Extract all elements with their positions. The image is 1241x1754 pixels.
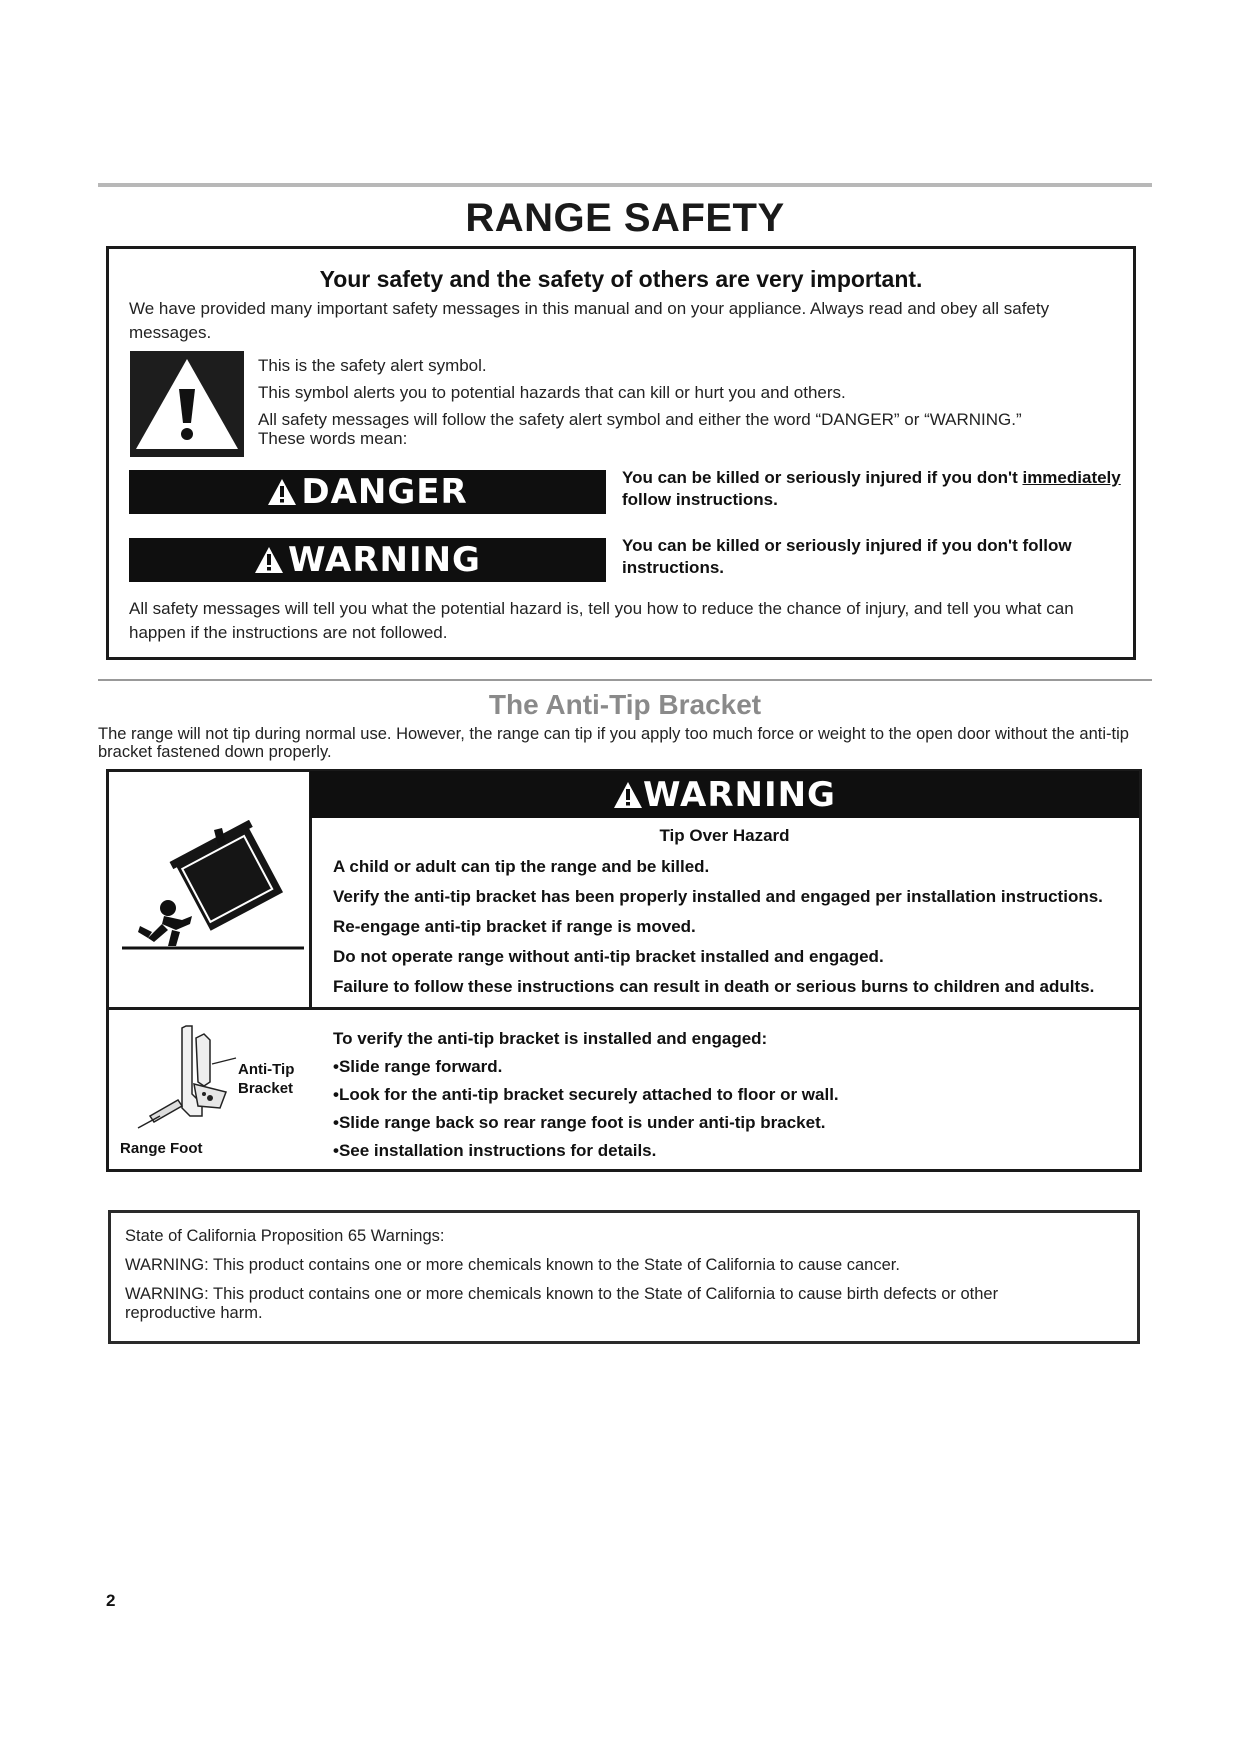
page-title: RANGE SAFETY xyxy=(465,196,785,240)
safety-closing: All safety messages will tell you what the potential hazard is, tell you how to reduce the chance of injury, and tell you what can happen if the instructions are not followed. xyxy=(129,599,1074,642)
safety-alert-icon xyxy=(130,351,244,457)
hazard-line: Re-engage anti-tip bracket if range is moved. xyxy=(333,917,696,936)
hazard-line: Verify the anti-tip bracket has been properly installed and engaged per installation instructions. xyxy=(333,887,1103,906)
danger-label: DANGER xyxy=(301,472,468,512)
prop65-title: State of California Proposition 65 Warnings: xyxy=(125,1227,445,1245)
verify-steps xyxy=(333,1028,1133,1168)
prop65-text xyxy=(125,1227,1125,1333)
hazard-list xyxy=(333,856,1133,1006)
danger-emphasis: immediately xyxy=(1022,468,1121,487)
verify-step: •Look for the anti-tip bracket securely attached to floor or wall. xyxy=(333,1085,839,1104)
verify-step: •See installation instructions for details. xyxy=(333,1141,657,1160)
danger-text-end: follow instructions. xyxy=(622,490,778,509)
top-rule xyxy=(98,183,1152,187)
warning-meaning: You can be killed or seriously injured if you don't follow instructions. xyxy=(622,536,1072,577)
symbol-explanation xyxy=(258,356,1078,456)
prop65-birth-warning: WARNING: This product contains one or more chemicals known to the State of California to cause birth defects or other reproductive harm. xyxy=(125,1285,999,1322)
section-rule xyxy=(98,679,1152,681)
verify-step: •Slide range back so rear range foot is under anti-tip bracket. xyxy=(333,1113,826,1132)
page-number: 2 xyxy=(106,1591,116,1610)
danger-signal-bar xyxy=(129,470,606,514)
hazard-line: Failure to follow these instructions can result in death or serious burns to children and adults. xyxy=(333,977,1095,996)
tip-warning-header xyxy=(310,771,1139,818)
alert-triangle-icon xyxy=(613,781,643,809)
anti-tip-heading: The Anti-Tip Bracket xyxy=(488,689,762,720)
verify-step: •Slide range forward. xyxy=(333,1057,503,1076)
anti-tip-intro: The range will not tip during normal use. However, the range can tip if you apply too much force or weight to the open door without the anti-tip bracket fastened down properly. xyxy=(98,725,1129,761)
warning-signal-bar xyxy=(129,538,606,582)
hazard-title: Tip Over Hazard xyxy=(659,826,790,845)
bracket-label-line: Bracket xyxy=(238,1080,294,1097)
bracket-label xyxy=(238,1060,294,1098)
bracket-illustration xyxy=(130,1024,240,1139)
warning-label: WARNING xyxy=(288,540,481,580)
safety-heading: Your safety and the safety of others are very important. xyxy=(319,266,923,292)
horizontal-divider xyxy=(106,1007,1142,1010)
danger-text: You can be killed or seriously injured if you don't xyxy=(622,468,1023,487)
danger-meaning xyxy=(622,467,1127,511)
hazard-line: A child or adult can tip the range and be killed. xyxy=(333,857,710,876)
tip-warning-label: WARNING xyxy=(643,774,836,815)
verify-title: To verify the anti-tip bracket is installed and engaged: xyxy=(333,1029,768,1048)
tip-over-illustration xyxy=(118,820,308,975)
symbol-line: All safety messages will follow the safety alert symbol and either the word “DANGER” or “WARNING.” These words mean: xyxy=(258,410,1022,448)
safety-intro: We have provided many important safety messages in this manual and on your appliance. Always read and obey all safety messages. xyxy=(129,299,1050,342)
bracket-label-line: Anti-Tip xyxy=(238,1061,295,1078)
alert-triangle-icon xyxy=(254,546,284,574)
symbol-line: This is the safety alert symbol. xyxy=(258,356,487,375)
prop65-cancer-warning: WARNING: This product contains one or more chemicals known to the State of California to cause cancer. xyxy=(125,1256,900,1274)
range-foot-label: Range Foot xyxy=(120,1140,203,1157)
alert-triangle-icon xyxy=(267,478,297,506)
hazard-line: Do not operate range without anti-tip bracket installed and engaged. xyxy=(333,947,884,966)
symbol-line: This symbol alerts you to potential hazards that can kill or hurt you and others. xyxy=(258,383,846,402)
